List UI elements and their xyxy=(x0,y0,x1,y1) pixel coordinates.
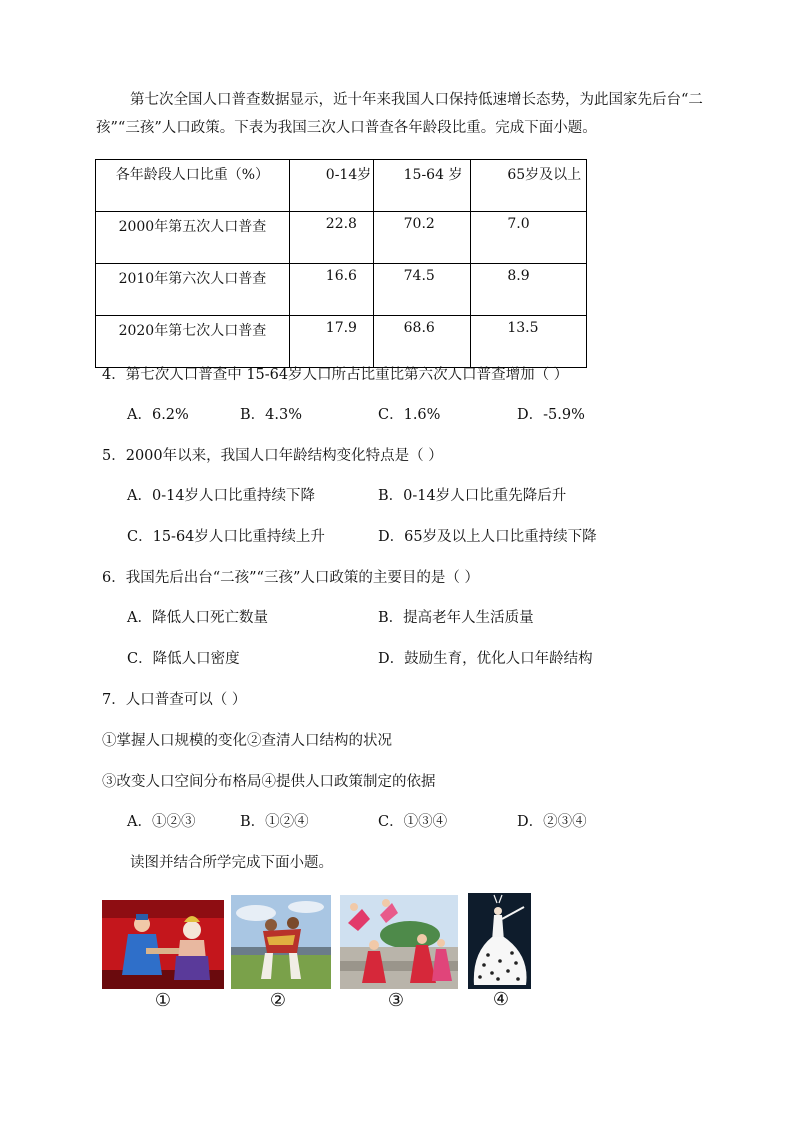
photo-wrestling xyxy=(231,895,331,989)
table-cell: 8.9 xyxy=(471,264,587,316)
question-7-stem: 7．人口普查可以（ ） xyxy=(102,692,247,708)
question-6-option-d[interactable]: D．鼓励生育，优化人口年龄结构 xyxy=(378,651,593,667)
question-5-stem: 5．2000年以来，我国人口年龄结构变化特点是（ ） xyxy=(102,448,443,464)
table-row xyxy=(96,316,587,368)
table-cell: 2020年第七次人口普查 xyxy=(96,316,290,368)
photo-opera-performance xyxy=(102,900,224,989)
question-6-option-a[interactable]: A．降低人口死亡数量 xyxy=(127,610,268,626)
table-cell: 68.6 xyxy=(373,316,471,368)
question-4-option-a[interactable]: A．6.2% xyxy=(127,407,189,423)
table-cell: 22.8 xyxy=(289,212,373,264)
photo-label-2: ② xyxy=(269,990,287,1011)
question-7-option-b[interactable]: B．①②④ xyxy=(240,814,309,830)
table-header-cell: 15-64 岁 xyxy=(373,160,471,212)
question-7-statements-2: ③改变人口空间分布格局④提供人口政策制定的依据 xyxy=(102,774,436,790)
table-cell: 70.2 xyxy=(373,212,471,264)
table-cell: 16.6 xyxy=(289,264,373,316)
table-header-cell: 各年龄段人口比重（%） xyxy=(96,160,290,212)
table-row xyxy=(96,212,587,264)
photo-folk-dance xyxy=(340,895,458,989)
question-4-option-b[interactable]: B．4.3% xyxy=(240,407,302,423)
question-6-option-b[interactable]: B．提高老年人生活质量 xyxy=(378,610,534,626)
question-5-option-d[interactable]: D．65岁及以上人口比重持续下降 xyxy=(378,529,597,545)
question-7-option-a[interactable]: A．①②③ xyxy=(127,814,196,830)
question-7-option-d[interactable]: D．②③④ xyxy=(517,814,587,830)
census-table xyxy=(95,159,587,368)
table-cell: 2000年第五次人口普查 xyxy=(96,212,290,264)
question-6-option-c[interactable]: C．降低人口密度 xyxy=(127,651,240,667)
intro-line-2: 孩”“三孩”人口政策。下表为我国三次人口普查各年龄段比重。完成下面小题。 xyxy=(96,120,597,136)
question-5-option-c[interactable]: C．15-64岁人口比重持续上升 xyxy=(127,529,325,545)
table-cell: 17.9 xyxy=(289,316,373,368)
question-4-stem: 4．第七次人口普查中 15-64岁人口所占比重比第六次人口普查增加（ ） xyxy=(102,367,569,383)
table-cell: 2010年第六次人口普查 xyxy=(96,264,290,316)
photo-label-4: ④ xyxy=(492,989,510,1010)
figure-intro: 读图并结合所学完成下面小题。 xyxy=(130,855,333,871)
question-5-option-b[interactable]: B．0-14岁人口比重先降后升 xyxy=(378,488,567,504)
table-header-cell: 0-14岁 xyxy=(289,160,373,212)
question-4-option-c[interactable]: C．1.6% xyxy=(378,407,441,423)
photo-peacock-dance xyxy=(468,893,531,989)
question-6-stem: 6．我国先后出台“二孩”“三孩”人口政策的主要目的是（ ） xyxy=(102,570,479,586)
table-header-cell: 65岁及以上 xyxy=(471,160,587,212)
question-7-statements-1: ①掌握人口规模的变化②查清人口结构的状况 xyxy=(102,733,392,749)
table-header-row xyxy=(96,160,587,212)
question-5-option-a[interactable]: A．0-14岁人口比重持续下降 xyxy=(127,488,316,504)
table-cell: 7.0 xyxy=(471,212,587,264)
question-4-option-d[interactable]: D．-5.9% xyxy=(517,407,585,423)
photo-label-3: ③ xyxy=(387,990,405,1011)
table-cell: 13.5 xyxy=(471,316,587,368)
table-row xyxy=(96,264,587,316)
photo-label-1: ① xyxy=(154,990,172,1011)
question-7-option-c[interactable]: C．①③④ xyxy=(378,814,448,830)
intro-line-1: 第七次全国人口普查数据显示，近十年来我国人口保持低速增长态势，为此国家先后台“二 xyxy=(130,92,703,108)
table-cell: 74.5 xyxy=(373,264,471,316)
